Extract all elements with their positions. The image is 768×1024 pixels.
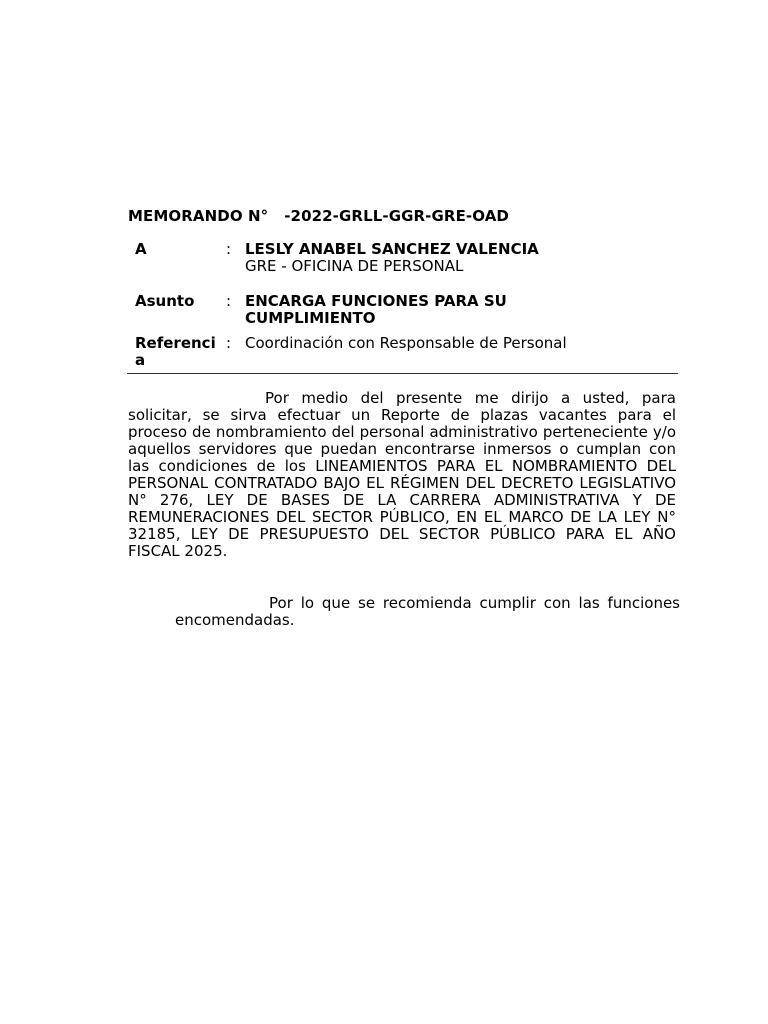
subject-line-1: ENCARGA FUNCIONES PARA SU (245, 292, 507, 310)
reference-colon: : (226, 334, 232, 352)
subject-colon: : (226, 292, 232, 310)
subject-value (245, 293, 675, 327)
body-paragraph-1: Por medio del presente me dirijo a usted, para solicitar, se sirva efectuar un Reporte de plazas vacantes para el proceso de nombramiento del personal administrativo perteneciente y/o aquellos servidores que puedan encontrarse inmersos o cumplan con las condiciones de los LINEAMIENTOS PARA EL NOMBRAMIENTO DEL PERSONAL CONTRATADO BAJO EL RÉGIMEN DEL DECRETO LEGISLATIVO N° 276, LEY DE BASES DE LA CARRERA ADMINISTRATIVA Y DE REMUNERACIONES DEL SECTOR PÚBLICO, EN EL MARCO DE LA LEY N° 32185, LEY DE PRESUPUESTO DEL SECTOR PÚBLICO PARA EL AÑO FISCAL 2025. (128, 389, 676, 560)
recipient-colon: : (226, 240, 232, 258)
recipient-label: A (135, 240, 147, 258)
recipient-name: LESLY ANABEL SANCHEZ VALENCIA (245, 240, 539, 258)
subject-line-2: CUMPLIMIENTO (245, 309, 376, 327)
reference-value: Coordinación con Responsable de Personal (245, 334, 567, 352)
header-divider (127, 373, 678, 374)
body-paragraph-2: Por lo que se recomienda cumplir con las funciones encomendadas. (175, 594, 680, 629)
subject-label: Asunto (135, 292, 195, 310)
recipient-office: GRE - OFICINA DE PERSONAL (245, 257, 464, 275)
recipient-value (245, 241, 675, 275)
memo-title: MEMORANDO N° -2022-GRLL-GGR-GRE-OAD (128, 207, 509, 225)
reference-label: Referencia (135, 334, 216, 369)
